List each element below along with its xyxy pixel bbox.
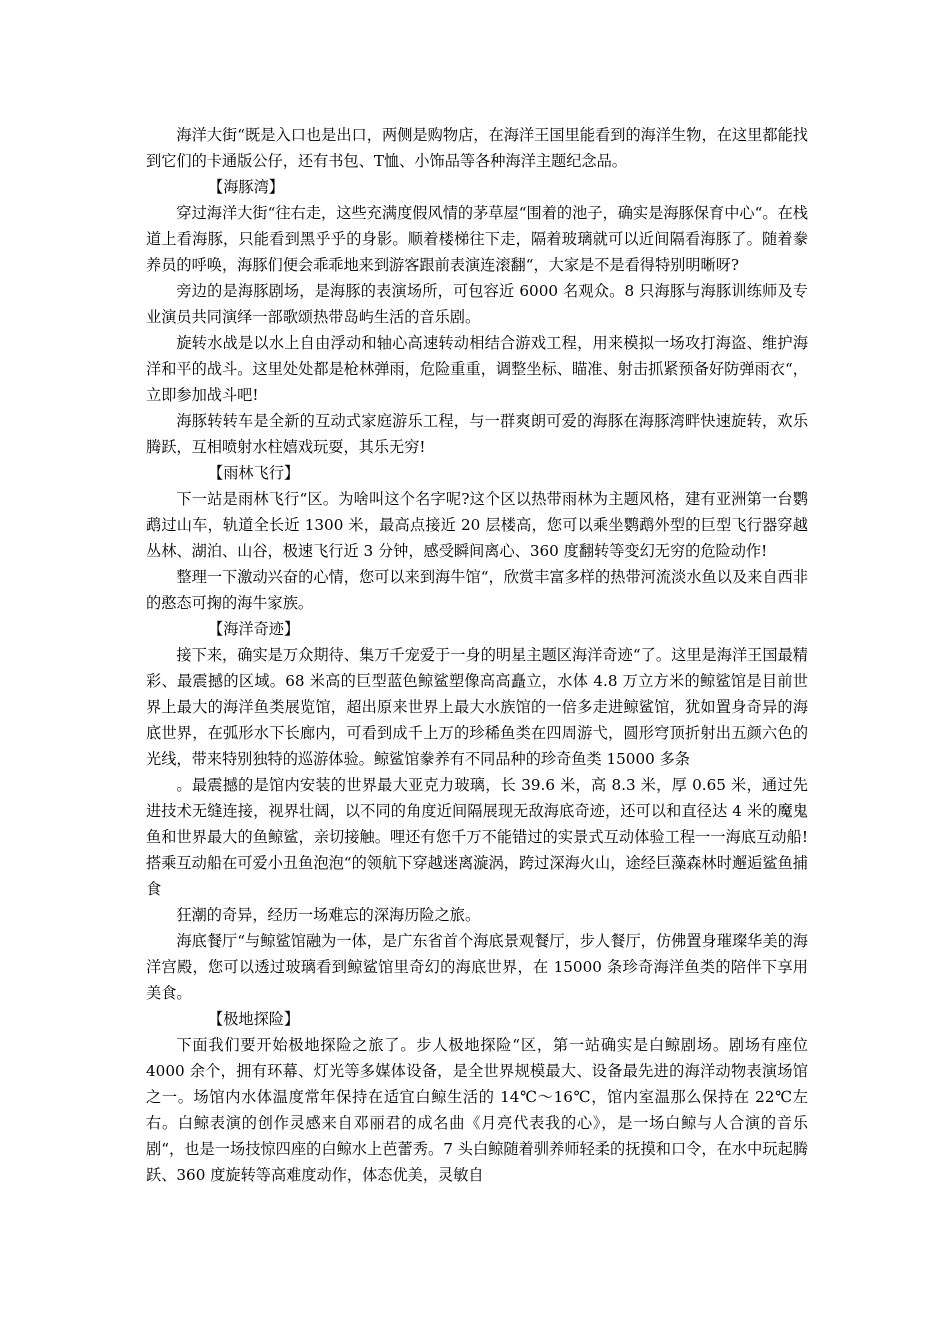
section-heading-polar-adventure: 【极地探险】 [208,1010,300,1028]
paragraph-spinning-water-battle: 旋转水战是以水上自由浮动和轴心高速转动相结合游戏工程，用来模拟一场攻打海盗、维护海洋和平的战斗。这里处处都是枪林弹雨，危险重重，调整坐标、瞄准、射击抓紧预备好防弹雨衣“，立即参加战斗吧! [146,334,808,404]
paragraph-ocean-street-shops: 海洋大街“既是入口也是出口，两侧是购物店，在海洋王国里能看到的海洋生物，在这里都能找到它们的卡通版公仔，还有书包、T恤、小饰品等各种海洋主题纪念品。 [146,126,808,170]
paragraph-parrot-coaster: 下一站是雨林飞行“区。为啥叫这个名字呢?这个区以热带雨林为主题风格，建有亚洲第一台鹦鹉过山车，轨道全长近 1300 米，最高点接近 20 层楼高，您可以乘坐鹦鹉外型的巨型飞行器穿越丛林、湖泊、山谷，极速飞行近 3 分钟，感受瞬间离心、360 度翻转等变幻无穷的危险动作! [146,490,808,560]
paragraph-acrylic-window: 。最震撼的是馆内安装的世界最大亚克力玻璃，长 39.6 米，高 8.3 米，厚 0.65 米，通过先进技术无缝连接，视界壮阔，以不同的角度近间隔展现无敌海底奇迹，还可以和直径达 4 米的魔鬼鱼和世界最大的鱼鲸鲨，亲切接触。哩还有您千万不能错过的实景式互动体验工程一一海底互动船!搭乘互动船在可爱小丑鱼泡泡“的领航下穿越迷离漩涡，跨过深海火山，途经巨藻森林时邂逅鲨鱼捕食 [146,776,808,898]
paragraph-undersea-restaurant: 海底餐厅“与鲸鲨馆融为一体，是广东省首个海底景观餐厅，步人餐厅，仿佛置身璀璨华美的海洋宫殿，您可以透过玻璃看到鲸鲨馆里奇幻的海底世界，在 15000 条珍奇海洋鱼类的陪伴下享用美食。 [146,932,808,1002]
section-heading-rainforest-flight: 【雨林飞行】 [208,464,300,482]
paragraph-beluga-theater: 下面我们要开始极地探险之旅了。步人极地探险“区，第一站确实是白鲸剧场。剧场有座位 4000 余个，拥有环幕、灯光等多媒体设备，是全世界规模最大、设备最先进的海洋动物表演场馆之一。场馆内水体温度常年保持在适宜白鲸生活的 14℃～16℃，馆内室温那么保持在 22℃左右。白鲸表演的创作灵感来自邓丽君的成名曲《月亮代表我的心》，是一场白鲸与人合演的音乐剧“，也是一场技惊四座的白鲸水上芭蕾秀。7 头白鲸随着驯养师轻柔的抚摸和口令，在水中玩起腾跃、360 度旋转等高难度动作，体态优美，灵敏自 [146,1036,808,1184]
paragraph-whale-shark-hall: 接下来，确实是万众期待、集万千宠爱于一身的明星主题区海洋奇迹“了。这里是海洋王国最精彩、最震撼的区域。68 米高的巨型蓝色鲸鲨塑像高高矗立，水体 4.8 万立方米的鲸鲨馆是目前世界上最大的海洋鱼类展览馆，超出原来世界上最大水族馆的一倍多走进鲸鲨馆，犹如置身奇异的海底世界，在弧形水下长廊内，可看到成千上万的珍稀鱼类在四周游弋，圆形穹顶折射出五颜六色的光线，带来特别独特的巡游体验。鲸鲨馆豢养有不同品种的珍奇鱼类 15000 多条 [146,646,808,768]
paragraph-deep-sea-adventure: 狂潮的奇异，经历一场难忘的深海历险之旅。 [176,906,481,924]
paragraph-dolphin-spinner: 海豚转转车是全新的互动式家庭游乐工程，与一群爽朗可爱的海豚在海豚湾畔快速旋转，欢乐腾跃，互相喷射水柱嬉戏玩耍，其乐无穷! [146,412,808,456]
paragraph-manatee-hall: 整理一下激动兴奋的心情，您可以来到海牛馆“，欣赏丰富多样的热带河流淡水鱼以及来自西非的憨态可掬的海牛家族。 [146,568,808,612]
document-page [146,122,808,1188]
paragraph-dolphin-theater: 旁边的是海豚剧场，是海豚的表演场所，可包容近 6000 名观众。8 只海豚与海豚训练师及专业演员共同演绎一部歌颂热带岛屿生活的音乐剧。 [146,282,808,326]
section-heading-ocean-wonder: 【海洋奇迹】 [208,620,300,638]
section-heading-dolphin-bay: 【海豚湾】 [208,178,284,196]
paragraph-dolphin-care-center: 穿过海洋大街“往右走，这些充满度假风情的茅草屋“围着的池子，确实是海豚保育中心“。在栈道上看海豚，只能看到黑乎乎的身影。顺着楼梯往下走，隔着玻璃就可以近间隔看海豚了。随着豢养员的呼唤，海豚们便会乖乖地来到游客跟前表演连滚翻“，大家是不是看得特别明晰呀? [146,204,808,274]
